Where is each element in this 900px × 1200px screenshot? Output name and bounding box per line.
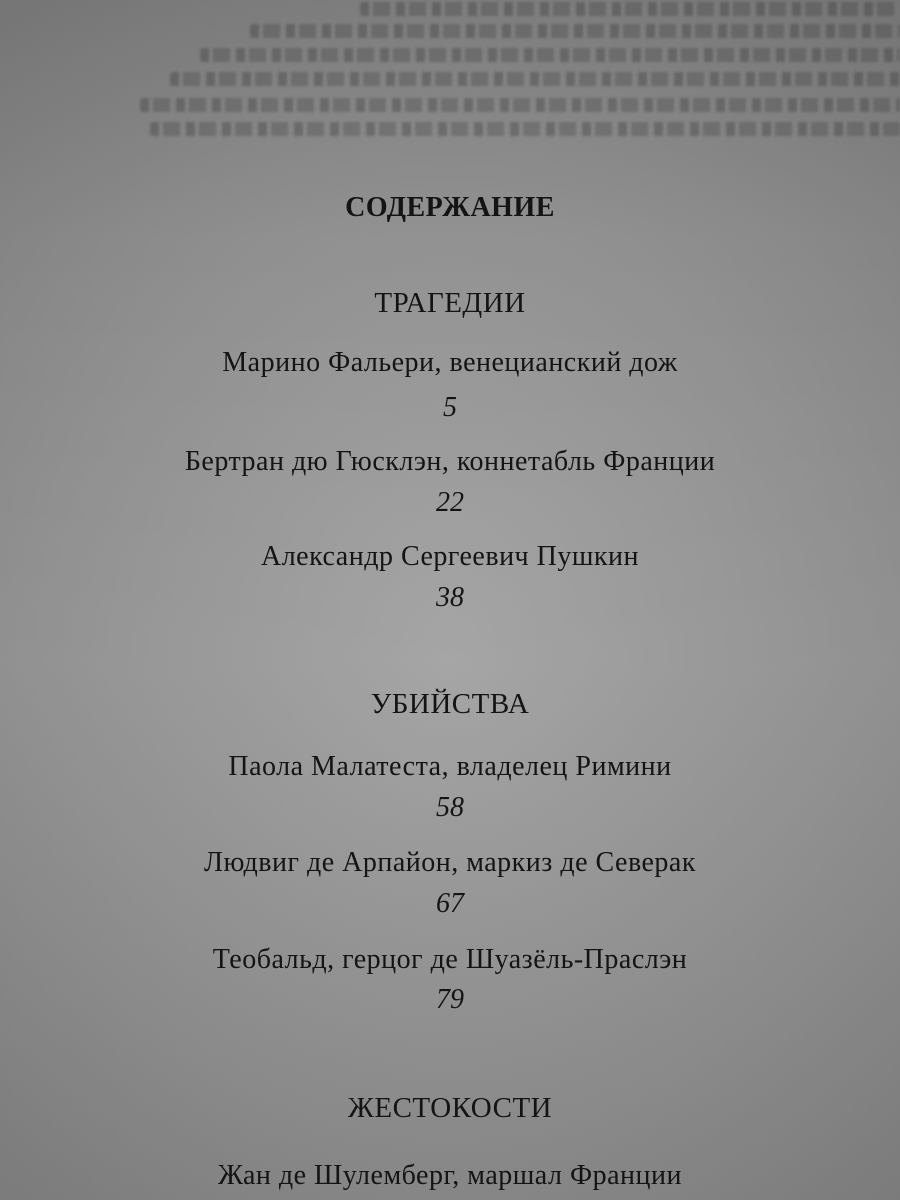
toc-entry-page-number: 22 <box>436 487 464 518</box>
toc-entry-title: Жан де Шулемберг, маршал Франции <box>218 1160 682 1191</box>
faded-previous-page-text <box>0 0 900 160</box>
contents-heading: СОДЕРЖАНИЕ <box>345 192 555 223</box>
toc-entry-title: Паола Малатеста, владелец Римини <box>228 751 672 782</box>
toc-entry-title: Людвиг де Арпайон, маркиз де Северак <box>204 847 696 878</box>
toc-entry-title: Марино Фальери, венецианский дож <box>222 347 678 378</box>
toc-entry-title: Бертран дю Гюсклэн, коннетабль Франции <box>184 446 716 477</box>
toc-entry-page-number: 5 <box>443 392 457 423</box>
section-title-tragedies: ТРАГЕДИИ <box>374 287 526 319</box>
toc-entry-page-number: 38 <box>436 582 464 613</box>
toc-entry-page-number: 79 <box>436 984 464 1015</box>
toc-entry-page-number: 67 <box>436 888 464 919</box>
section-title-atrocities: ЖЕСТОКОСТИ <box>347 1092 553 1124</box>
toc-entry-page-number: 58 <box>436 792 464 823</box>
section-title-murders: УБИЙСТВА <box>370 688 530 720</box>
toc-entry-title: Теобальд, герцог де Шуазёль-Праслэн <box>212 944 688 975</box>
toc-entry-title: Александр Сергеевич Пушкин <box>260 541 639 572</box>
